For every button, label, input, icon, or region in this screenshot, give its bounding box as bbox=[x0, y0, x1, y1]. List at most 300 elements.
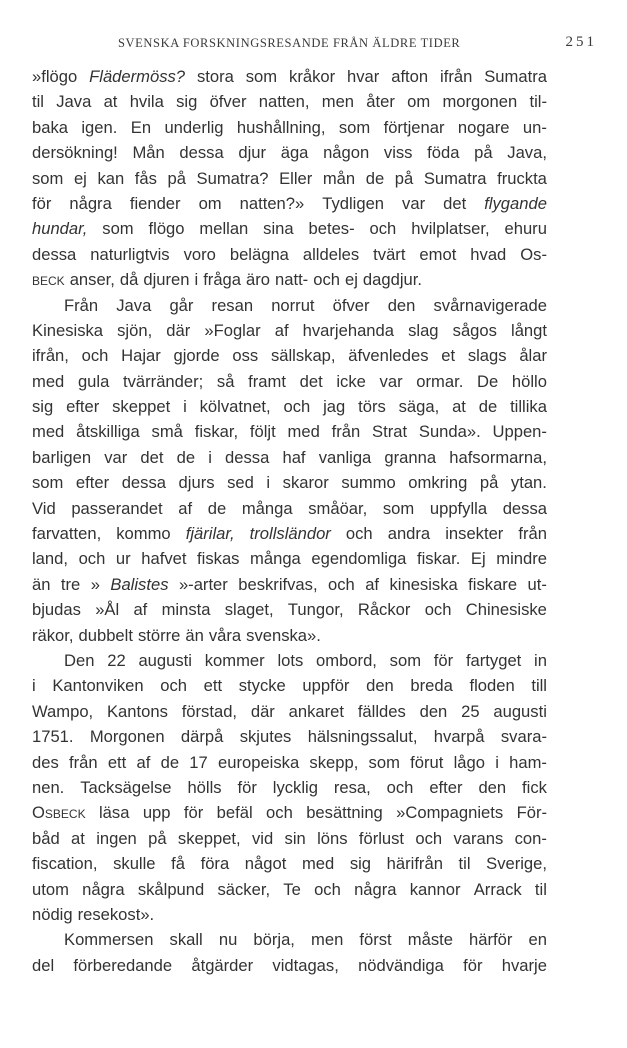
word: uppför bbox=[302, 676, 350, 696]
word: beskrifvas, bbox=[238, 574, 318, 594]
word: gula bbox=[77, 371, 110, 391]
word: »flögo bbox=[32, 67, 78, 86]
word: åtgärder bbox=[191, 955, 254, 975]
word: summo bbox=[341, 473, 396, 493]
word: »-arter bbox=[178, 574, 228, 594]
word: kinesiska bbox=[389, 574, 458, 594]
word: skjutes bbox=[239, 727, 292, 747]
word: flögo bbox=[148, 219, 185, 239]
word: haf bbox=[282, 447, 306, 467]
word: och bbox=[81, 346, 109, 366]
word: naturligtvis bbox=[90, 244, 170, 264]
word: ham- bbox=[509, 752, 547, 772]
word: som bbox=[368, 752, 400, 772]
word: kommo bbox=[116, 524, 171, 544]
word: från bbox=[69, 752, 98, 772]
word: gjorde bbox=[173, 346, 220, 366]
word: och bbox=[78, 549, 106, 569]
running-header bbox=[32, 36, 597, 52]
text-line bbox=[32, 496, 547, 521]
word: till bbox=[531, 676, 547, 696]
word: från bbox=[518, 524, 547, 544]
text-line bbox=[32, 318, 547, 343]
word: hvad bbox=[470, 244, 507, 264]
word: fiskar. bbox=[416, 549, 461, 569]
word: slaget, bbox=[224, 600, 274, 620]
word: floden bbox=[469, 676, 515, 696]
word: af bbox=[365, 574, 380, 594]
text-line bbox=[32, 470, 547, 495]
word: djur bbox=[238, 143, 267, 163]
word: den bbox=[478, 777, 507, 797]
word: »Compagniets bbox=[396, 803, 504, 823]
word: nödig bbox=[32, 904, 73, 924]
text-line bbox=[32, 775, 547, 800]
word: farvatten, bbox=[32, 524, 102, 544]
word: tillika bbox=[510, 397, 547, 417]
body-text bbox=[32, 64, 547, 978]
text-line bbox=[32, 724, 547, 749]
word: egendomliga bbox=[311, 549, 407, 569]
word: slags bbox=[467, 346, 507, 366]
word: ur bbox=[115, 549, 131, 569]
text-line bbox=[32, 800, 547, 825]
word: europeiska bbox=[218, 752, 300, 772]
word: de bbox=[176, 447, 196, 467]
word: kölvatnet, bbox=[199, 397, 271, 417]
word: vidtagas, bbox=[272, 955, 339, 975]
word: slag bbox=[408, 320, 439, 340]
word: svenska». bbox=[246, 625, 321, 645]
word: skålpund bbox=[137, 879, 205, 899]
word: som bbox=[102, 219, 134, 239]
word: dessa bbox=[121, 473, 166, 493]
word: sig bbox=[176, 92, 198, 112]
word: Sumatra? bbox=[196, 168, 269, 188]
word: sig bbox=[32, 397, 54, 417]
text-line bbox=[32, 521, 547, 546]
word: den bbox=[387, 295, 416, 315]
word: sågos bbox=[452, 320, 497, 340]
word: mellan bbox=[199, 219, 249, 239]
word: skepp, bbox=[309, 752, 359, 772]
word: på bbox=[474, 143, 493, 163]
word: många bbox=[250, 549, 301, 569]
word: åtskilliga bbox=[76, 422, 140, 442]
word: det bbox=[299, 371, 323, 391]
word: med bbox=[287, 422, 320, 442]
word: fälldes bbox=[357, 701, 406, 721]
word: tre bbox=[60, 574, 81, 594]
word: et bbox=[441, 346, 456, 366]
word: efter bbox=[66, 397, 100, 417]
word: ingen bbox=[96, 828, 137, 848]
word: Java bbox=[116, 295, 152, 315]
word: hälsningssalut, bbox=[307, 727, 418, 747]
word: öfver bbox=[332, 295, 370, 315]
word: nogare bbox=[457, 117, 510, 137]
word: hundar, bbox=[32, 219, 88, 239]
word: och bbox=[424, 600, 452, 620]
word: ej bbox=[73, 168, 87, 188]
text-line bbox=[32, 673, 547, 698]
word: några bbox=[69, 193, 112, 213]
word: »Ål bbox=[95, 600, 120, 620]
word: til bbox=[32, 92, 44, 112]
word: Från bbox=[64, 295, 99, 315]
word: Kommersen bbox=[64, 930, 154, 950]
word: först bbox=[359, 930, 392, 950]
word: Sverige, bbox=[486, 854, 547, 874]
word: insekter bbox=[445, 524, 504, 544]
text-line bbox=[32, 953, 547, 978]
word: de bbox=[207, 498, 227, 518]
word: kommer bbox=[204, 650, 265, 670]
text-line bbox=[32, 216, 547, 241]
word: Mån bbox=[132, 143, 165, 163]
text-line bbox=[32, 851, 547, 876]
word: Strat bbox=[372, 422, 408, 442]
word: öfver bbox=[209, 92, 247, 112]
word: passerandet bbox=[71, 498, 163, 518]
word: fiender bbox=[129, 193, 181, 213]
word: få bbox=[171, 854, 185, 874]
word: Tacksägelse bbox=[80, 777, 172, 797]
word: ehuru bbox=[504, 219, 547, 239]
word: med bbox=[32, 422, 65, 442]
word: Sumatra bbox=[484, 67, 547, 86]
word: Balistes bbox=[110, 574, 169, 594]
word: djuren bbox=[143, 270, 190, 290]
word: resa, bbox=[333, 777, 371, 797]
word: Morgonen bbox=[89, 727, 165, 747]
word: tvärt bbox=[373, 244, 406, 264]
word: ytan. bbox=[510, 473, 547, 493]
word: skeppet bbox=[112, 397, 171, 417]
word: Flädermöss? bbox=[89, 67, 186, 86]
word: kan bbox=[97, 168, 125, 188]
text-line bbox=[32, 546, 547, 571]
text-line bbox=[32, 445, 547, 470]
word: tvärränder; bbox=[123, 371, 204, 391]
text-line bbox=[32, 369, 547, 394]
text-line bbox=[32, 394, 547, 419]
word: un- bbox=[522, 117, 547, 137]
word: svårnavigerade bbox=[433, 295, 547, 315]
text-line bbox=[32, 140, 547, 165]
word: mån bbox=[322, 168, 356, 188]
word: de bbox=[160, 752, 180, 772]
word: för bbox=[237, 777, 257, 797]
word: med bbox=[32, 371, 65, 391]
word: hölls bbox=[187, 777, 222, 797]
text-line bbox=[32, 89, 547, 114]
word: Java, bbox=[507, 143, 547, 163]
text-line bbox=[32, 293, 547, 318]
word: fiscation, bbox=[32, 854, 98, 874]
word: våra bbox=[208, 625, 242, 645]
word: morgonen bbox=[442, 92, 518, 112]
word: föra bbox=[200, 854, 230, 874]
word: för bbox=[463, 955, 483, 975]
word: Os- bbox=[520, 244, 547, 264]
word: många bbox=[241, 498, 293, 518]
word: en bbox=[528, 930, 547, 950]
word: land, bbox=[32, 549, 68, 569]
word: Wampo, bbox=[32, 701, 94, 721]
word: läsa bbox=[98, 803, 130, 823]
text-line bbox=[32, 242, 547, 267]
word: på bbox=[394, 168, 414, 188]
word: om bbox=[198, 193, 222, 213]
word: som bbox=[338, 117, 371, 137]
text-line bbox=[32, 64, 547, 89]
word: con- bbox=[514, 828, 547, 848]
word: som bbox=[32, 168, 64, 188]
word: stycke bbox=[238, 676, 286, 696]
word: ifrån bbox=[440, 67, 473, 86]
word: utom bbox=[32, 879, 69, 899]
word: fråga bbox=[203, 270, 242, 290]
word: förberedande bbox=[73, 955, 173, 975]
word: följt bbox=[249, 422, 276, 442]
word: af bbox=[133, 600, 148, 620]
word: i bbox=[32, 676, 36, 696]
word: på bbox=[479, 473, 499, 493]
word: afton bbox=[391, 67, 429, 86]
word: Osbeck bbox=[32, 803, 86, 823]
word: svara- bbox=[500, 727, 547, 747]
word: dersökning! bbox=[32, 143, 118, 163]
word: vid bbox=[251, 828, 274, 848]
word: Den bbox=[64, 650, 95, 670]
word: om bbox=[407, 92, 431, 112]
word: den bbox=[366, 676, 394, 696]
word: hvilplatser, bbox=[411, 219, 490, 239]
word: Sumatra bbox=[423, 168, 487, 188]
word: resan bbox=[211, 295, 254, 315]
word: Te bbox=[283, 879, 301, 899]
word: hvarpå bbox=[433, 727, 485, 747]
word: i bbox=[194, 270, 199, 290]
word: sjön, bbox=[117, 320, 153, 340]
word: och bbox=[345, 524, 373, 544]
word: båd bbox=[32, 828, 60, 848]
word: minsta bbox=[161, 600, 211, 620]
word: augusti bbox=[138, 650, 192, 670]
word: fås bbox=[134, 168, 157, 188]
word: och bbox=[415, 828, 443, 848]
word: kråkor bbox=[289, 67, 336, 86]
word: Java bbox=[56, 92, 92, 112]
word: De bbox=[476, 371, 499, 391]
word: fartyget bbox=[465, 650, 522, 670]
word: bjudas bbox=[32, 600, 81, 620]
word: härifrån bbox=[386, 854, 443, 874]
word: alldeles bbox=[302, 244, 360, 264]
word: igen. bbox=[81, 117, 118, 137]
word: som bbox=[389, 650, 422, 670]
word: som bbox=[382, 498, 415, 518]
word: barligen bbox=[32, 447, 92, 467]
word: des bbox=[32, 752, 59, 772]
word: fiskare bbox=[468, 574, 518, 594]
word: natten?» bbox=[239, 193, 305, 213]
word: skall bbox=[169, 930, 203, 950]
word: baka bbox=[32, 117, 68, 137]
text-line bbox=[32, 750, 547, 775]
word: än bbox=[185, 625, 204, 645]
word: hafvet bbox=[141, 549, 187, 569]
word: förut bbox=[410, 752, 444, 772]
word: nu bbox=[218, 930, 238, 950]
header-title: SVENSKA FORSKNINGSRESANDE FRÅN ÄLDRE TIDER bbox=[118, 36, 461, 50]
word: ombord, bbox=[316, 650, 377, 670]
text-line bbox=[32, 623, 547, 648]
word: och bbox=[266, 803, 293, 823]
word: befäl bbox=[216, 803, 253, 823]
word: varans bbox=[453, 828, 504, 848]
word: förtjenar bbox=[383, 117, 445, 137]
word: at bbox=[452, 397, 466, 417]
word: in bbox=[534, 650, 547, 670]
text-line bbox=[32, 826, 547, 851]
word: härför bbox=[469, 930, 513, 950]
word: i bbox=[266, 473, 271, 493]
word: stora bbox=[196, 67, 234, 86]
word: skeppet, bbox=[177, 828, 241, 848]
word: och bbox=[314, 879, 341, 899]
word: åter bbox=[366, 92, 395, 112]
word: underlig bbox=[164, 117, 224, 137]
word: framt bbox=[248, 371, 286, 391]
word: ålar bbox=[519, 346, 547, 366]
word: därpå bbox=[180, 727, 224, 747]
word: nödvändiga bbox=[358, 955, 444, 975]
word: det bbox=[140, 447, 164, 467]
word: måste bbox=[407, 930, 453, 950]
word: sällskap, bbox=[270, 346, 336, 366]
word: at bbox=[71, 828, 85, 848]
word: långt bbox=[511, 320, 547, 340]
word: Kinesiska bbox=[32, 320, 104, 340]
word: betes- bbox=[308, 219, 355, 239]
word: kannor bbox=[409, 879, 461, 899]
text-line bbox=[32, 927, 547, 952]
word: besättning bbox=[306, 803, 383, 823]
word: af bbox=[274, 320, 289, 340]
word: ormar. bbox=[416, 371, 464, 391]
word: beck bbox=[32, 270, 65, 290]
word: säcker, bbox=[217, 879, 271, 899]
word: ett bbox=[203, 676, 223, 696]
word: Chinesiske bbox=[465, 600, 547, 620]
word: hushållning, bbox=[236, 117, 326, 137]
word: höllo bbox=[511, 371, 547, 391]
word: räkor, bbox=[32, 625, 74, 645]
word: andra bbox=[387, 524, 431, 544]
word: och bbox=[386, 777, 414, 797]
word: små bbox=[151, 422, 183, 442]
word: dessa bbox=[179, 143, 224, 163]
word: större bbox=[137, 625, 181, 645]
word: var bbox=[402, 193, 426, 213]
text-line bbox=[32, 267, 547, 292]
word: och bbox=[283, 397, 311, 417]
word: löns bbox=[317, 828, 348, 848]
word: mindre bbox=[496, 549, 547, 569]
text-line bbox=[32, 115, 547, 140]
word: på bbox=[148, 828, 167, 848]
text-line bbox=[32, 699, 547, 724]
text-line bbox=[32, 572, 547, 597]
word: men bbox=[321, 92, 355, 112]
word: anser, bbox=[69, 270, 115, 290]
word: lycklig bbox=[272, 777, 318, 797]
text-line bbox=[32, 343, 547, 368]
word: Ej bbox=[470, 549, 486, 569]
word: icke bbox=[336, 371, 366, 391]
word: med bbox=[301, 854, 335, 874]
word: hvar bbox=[347, 67, 380, 86]
word: för bbox=[32, 193, 52, 213]
word: resekost». bbox=[77, 904, 155, 924]
text-line bbox=[32, 166, 547, 191]
word: småöar, bbox=[308, 498, 368, 518]
word: efter bbox=[75, 473, 110, 493]
word: af bbox=[178, 498, 193, 518]
word: och bbox=[313, 270, 340, 290]
word: oss bbox=[232, 346, 259, 366]
word: hvarje bbox=[501, 955, 547, 975]
word: at bbox=[103, 92, 118, 112]
word: augusti bbox=[493, 701, 547, 721]
word: som bbox=[32, 473, 64, 493]
word: nen. bbox=[32, 777, 65, 797]
word: det bbox=[443, 193, 467, 213]
word: Kantonviken bbox=[52, 676, 144, 696]
text-line bbox=[32, 877, 547, 902]
word: efter bbox=[429, 777, 463, 797]
word: fick bbox=[522, 777, 547, 797]
word: så bbox=[216, 371, 235, 391]
word: ifrån, bbox=[32, 346, 69, 366]
word: börja, bbox=[253, 930, 295, 950]
word: än bbox=[32, 574, 51, 594]
word: Tydligen bbox=[322, 193, 385, 213]
word: Hajar bbox=[121, 346, 161, 366]
word: natten, bbox=[258, 92, 310, 112]
word: hvila bbox=[129, 92, 164, 112]
word: uppfylla bbox=[429, 498, 488, 518]
word: den bbox=[419, 701, 448, 721]
word: där bbox=[166, 320, 191, 340]
word: hvarjehanda bbox=[302, 320, 394, 340]
word: var bbox=[379, 371, 403, 391]
word: skaror bbox=[282, 473, 329, 493]
word: från bbox=[331, 422, 361, 442]
word: dessa bbox=[32, 244, 77, 264]
word: trollsländor bbox=[249, 524, 331, 544]
word: viss bbox=[383, 143, 413, 163]
word: norrut bbox=[271, 295, 315, 315]
word: skulle bbox=[113, 854, 156, 874]
word: Sunda». bbox=[418, 422, 481, 442]
word: fiskas bbox=[197, 549, 240, 569]
word: jag bbox=[323, 397, 346, 417]
word: ej bbox=[344, 270, 358, 290]
word: natt- bbox=[275, 270, 309, 290]
